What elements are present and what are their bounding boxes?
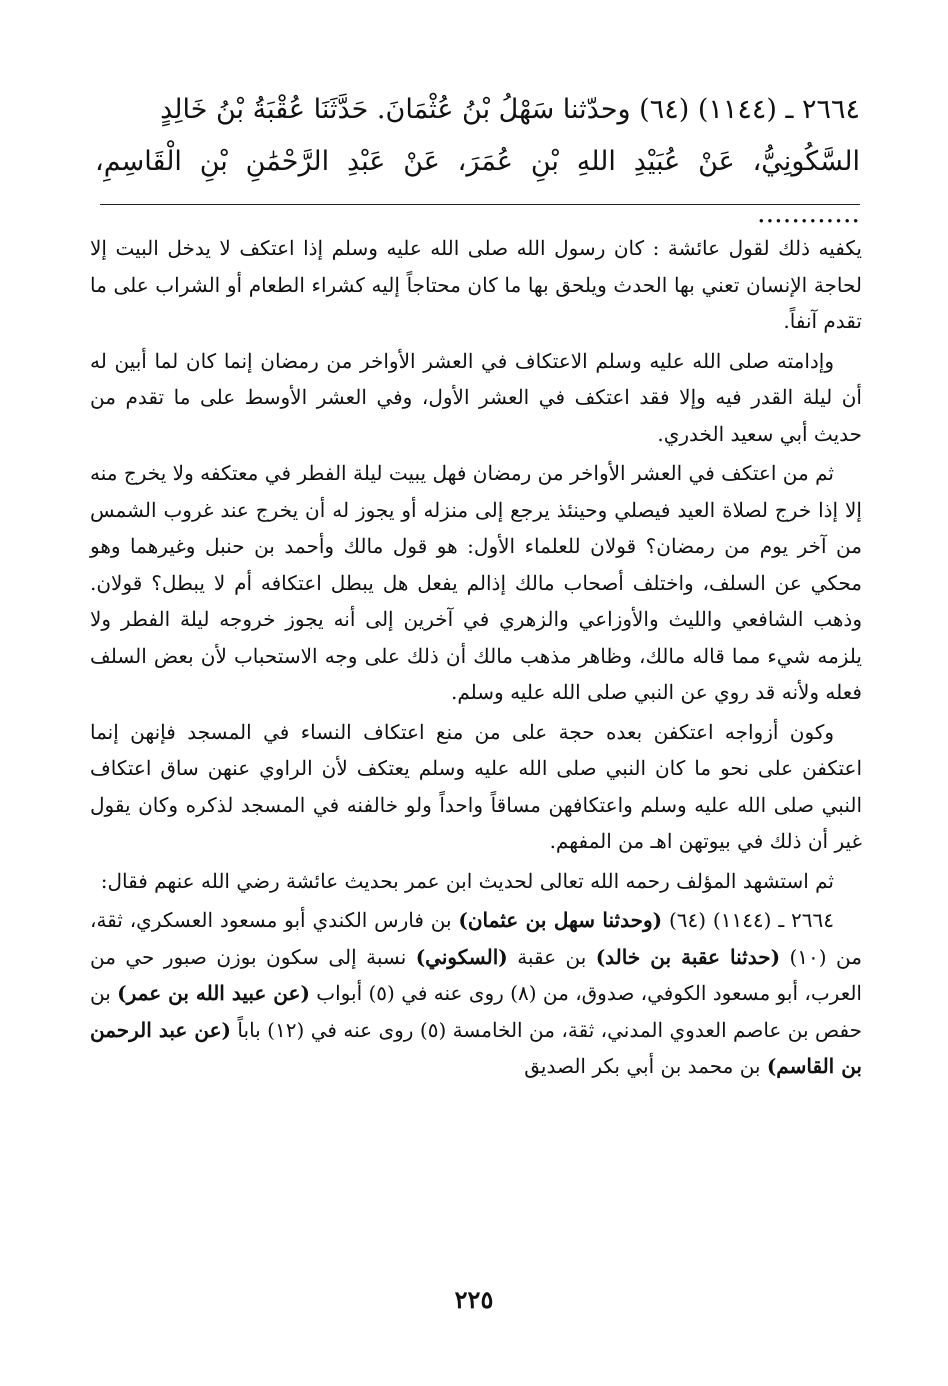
text-span: بن عقبة bbox=[507, 944, 596, 969]
commentary-paragraph-2: وإدامته صلى الله عليه وسلم الاعتكاف في العشر الأواخر من رمضان إنما كان لما أبين له أن ليلة القدر فيه وإلا فقد اعتكف في العشر الأول، وفي العشر الأوسط على ما تقدم من حديث أبي سعيد الخدري. bbox=[90, 348, 862, 446]
commentary-body bbox=[90, 230, 862, 1088]
narrator-bold: (وحدثنا سهل بن عثمان) bbox=[458, 908, 663, 932]
commentary-paragraph-4: وكون أزواجه اعتكفن بعده حجة على من منع اعتكاف النساء في المسجد فإنهن إنما اعتكفن على نحو ما كان النبي صلى الله عليه وسلم يعتكف لأن الراوي عنهن ساق اعتكاف النبي صلى الله عليه وسلم واعتكافهن مساقاً واحداً ولو خالفنه في المسجد لذكره وكان يقول غير أن ذلك في بيوتهن اهـ من المفهم. bbox=[90, 719, 862, 853]
text-span: ٢٦٦٤ ـ (١١٤٤) (٦٤) bbox=[662, 908, 834, 932]
page-number: ٢٢٥ bbox=[454, 1285, 494, 1314]
divider bbox=[100, 204, 860, 205]
narrator-bold: (حدثنا عقبة بن خالد) bbox=[595, 944, 781, 969]
hadith-text bbox=[95, 84, 860, 240]
text-span: نسبة إلى سكون بوزن صبور حي من العرب، أبو مسعود الكوفي، صدوق، من (٨) روى عنه في (٥) أبواب bbox=[90, 944, 862, 1005]
commentary-paragraph-1: يكفيه ذلك لقول عائشة : كان رسول الله صلى الله عليه وسلم إذا اعتكف لا يدخل البيت إلا لحاجة الإنسان تعني بها الحدث ويلحق بها ما كان محتاجاً إليه كشراء الطعام أو الشراب على ما تقدم آنفاً. bbox=[90, 236, 862, 333]
narrator-bold: (السكوني) bbox=[415, 944, 508, 969]
commentary-paragraph-3: ثم من اعتكف في العشر الأواخر من رمضان فهل يبيت ليلة الفطر في معتكفه ولا يخرج منه إلا إذا خرج لصلاة العيد فيصلي وحينئذ يرجع إلى منزله أو يجوز له أن يخرج عند غروب الشمس من آخر يوم من رمضان؟ قولان للعلماء الأول: هو قول مالك وأحمد بن حنبل وغيرهما وهو محكي عن السلف، واختلف أصحاب مالك إذالم يفعل هل يبطل اعتكافه أم لا يبطل؟ قولان. وذهب الشافعي والليث والأوزاعي والزهري في آخرين إلى أنه يجوز خروجه ليلة الفطر ولا يلزمه شيء مما قاله مالك، وظاهر مذهب مالك أن ذلك على وجه الاستحباب لأن بعض السلف فعله ولأنه قد روي عن النبي صلى الله عليه وسلم. bbox=[90, 461, 863, 704]
narrator-bold: (عن عبد الرحمن بن القاسم) bbox=[90, 1017, 862, 1078]
commentary-paragraph-5: ثم استشهد المؤلف رحمه الله تعالى لحديث ابن عمر بحديث عائشة رضي الله عنهم فقال: bbox=[100, 868, 834, 893]
hadith-line-2: السَّكُونِيُّ، عَنْ عُبَيْدِ اللهِ بْنِ عُمَرَ، عَنْ عَبْدِ الرَّحْمَٰنِ بْنِ الْقَاسِمِ، ............ bbox=[95, 146, 860, 229]
text-span: بن محمد بن أبي بكر الصديق bbox=[524, 1054, 767, 1078]
text-span: بن فارس الكندي أبو مسعود العسكري، ثقة، من (١٠) bbox=[90, 908, 862, 969]
hadith-line-1: ٢٦٦٤ ـ (١١٤٤) (٦٤) وحدّثنا سَهْلُ بْنُ عُثْمَانَ. حَدَّثَنَا عُقْبَةُ بْنُ خَالِدٍ bbox=[160, 94, 860, 125]
text-span: بن حفص بن عاصم العدوي المدني، ثقة، من الخامسة (٥) روى عنه في (١٢) باباً bbox=[90, 981, 862, 1042]
narrator-bold: (عن عبيد الله بن عمر) bbox=[117, 981, 310, 1005]
commentary-paragraph-6 bbox=[90, 902, 862, 1085]
